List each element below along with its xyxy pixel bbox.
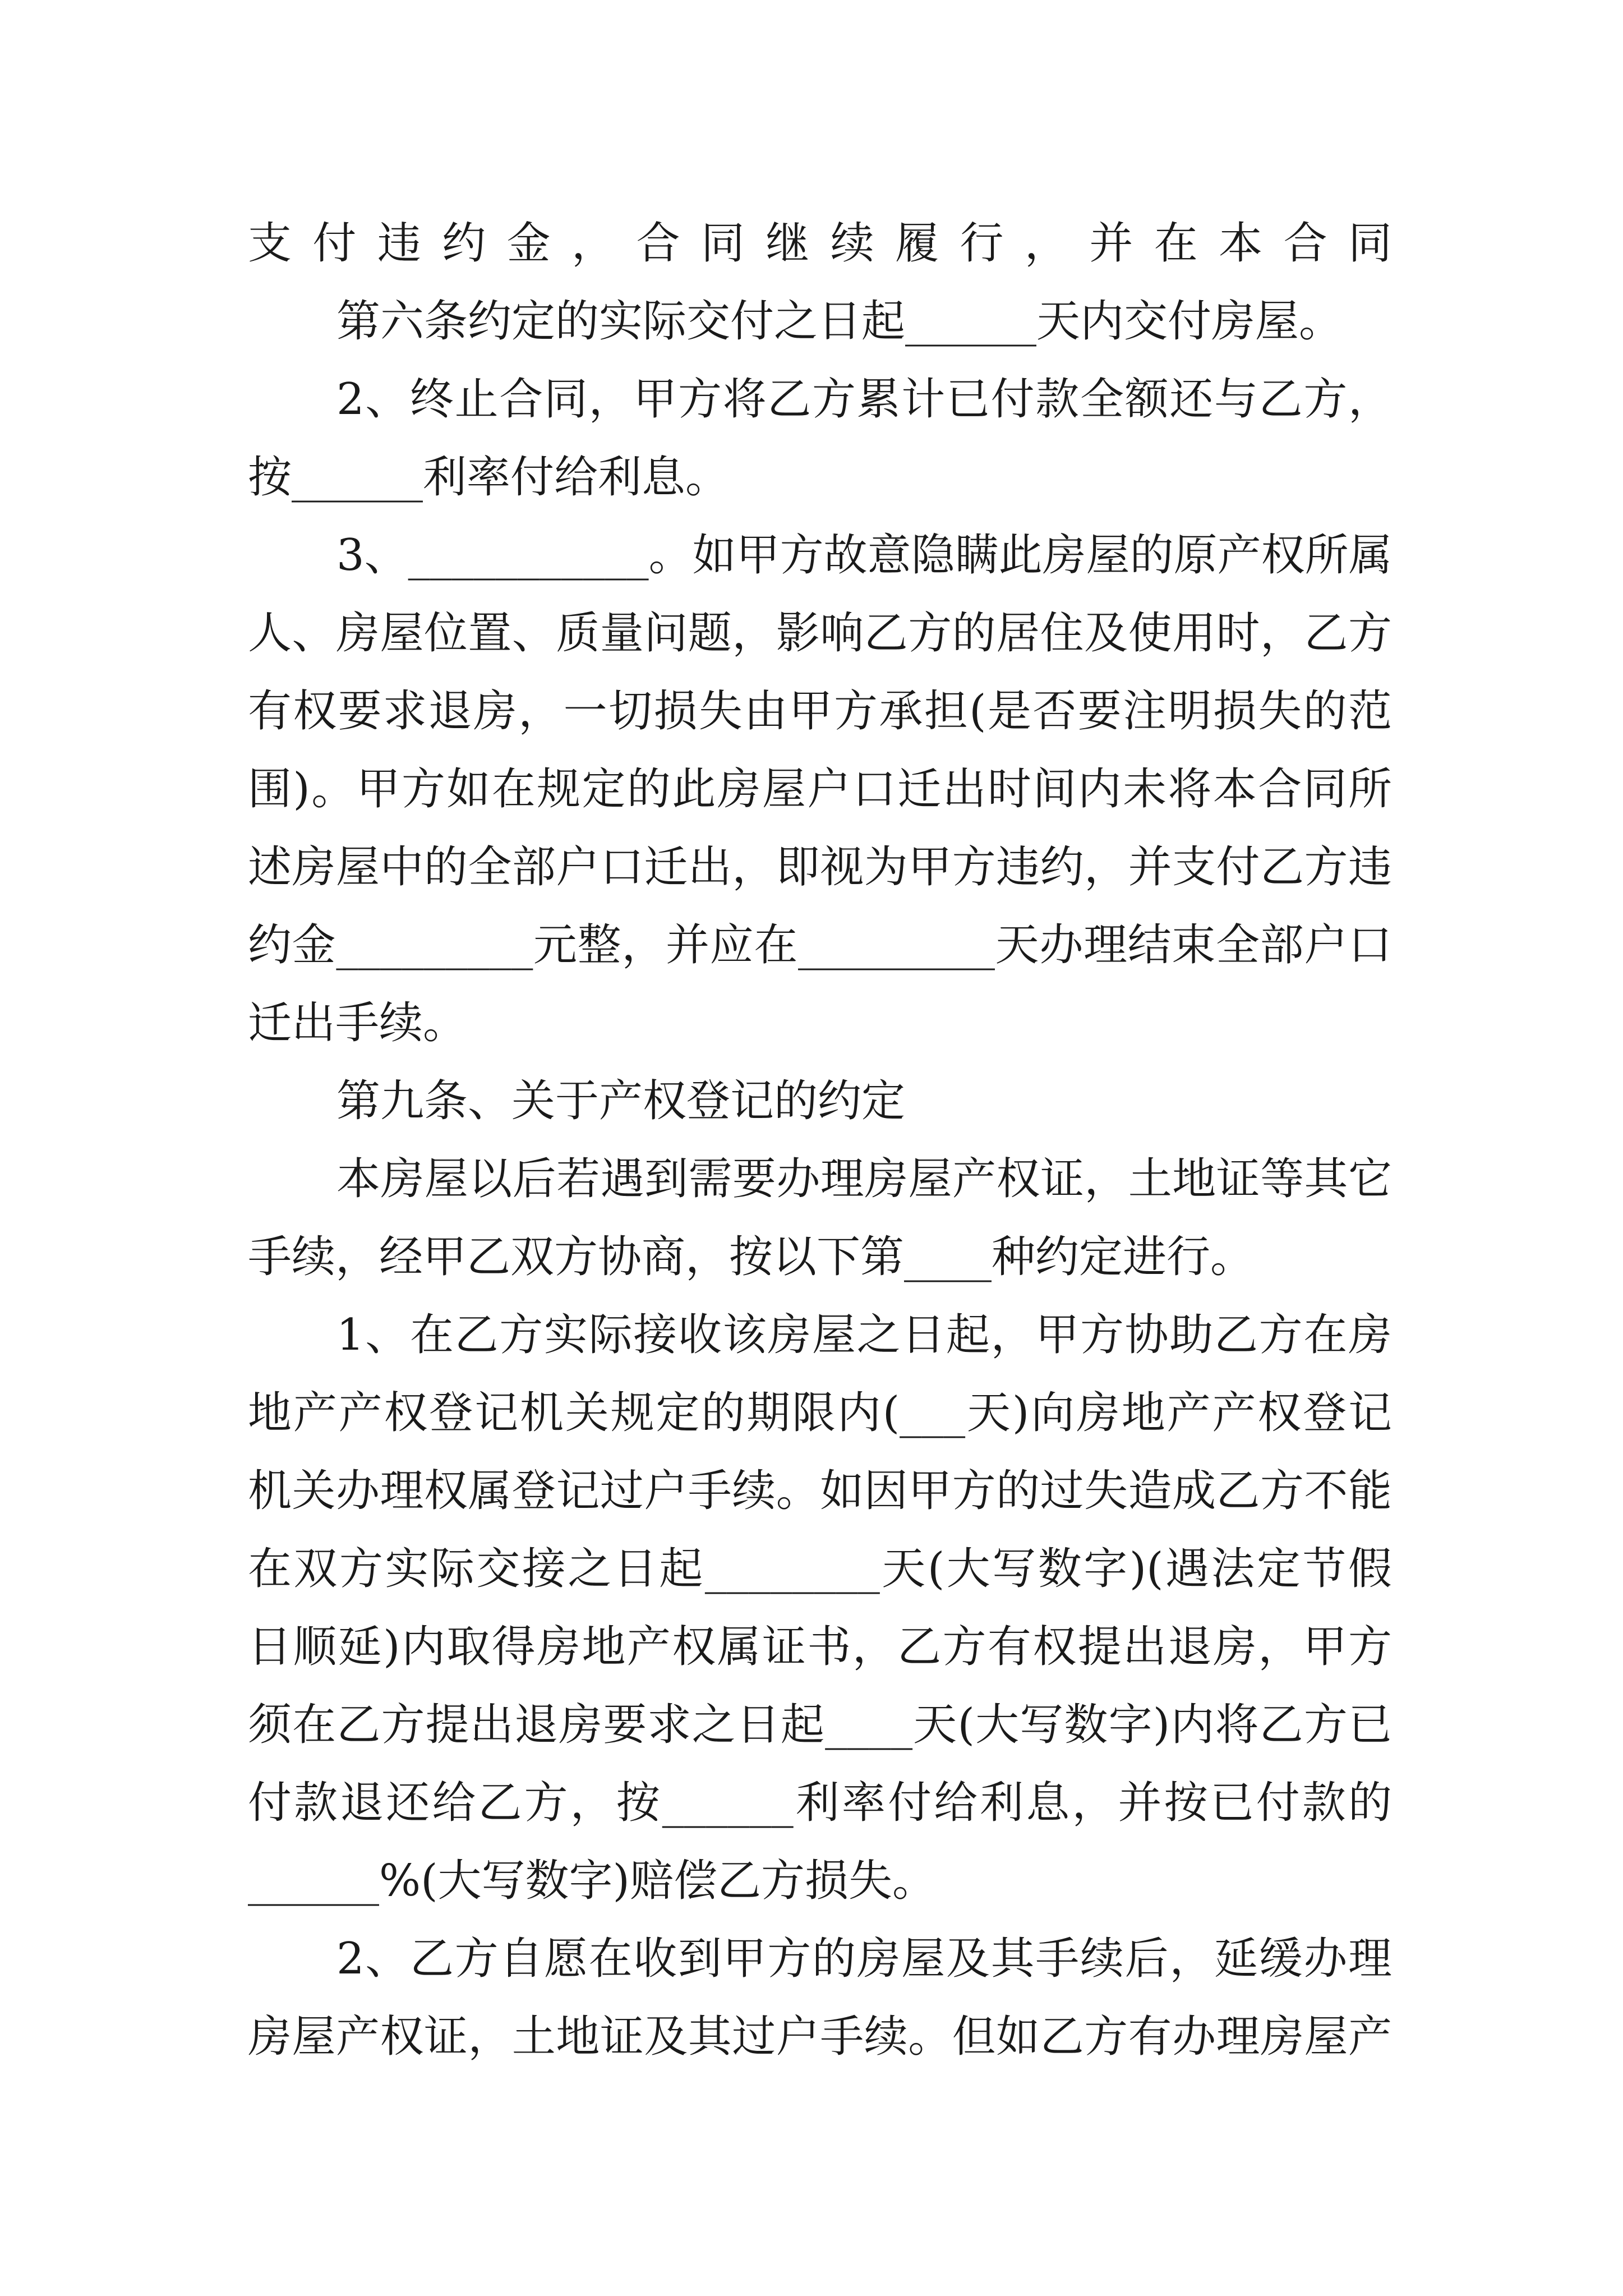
text-line-1: 支付违约金，合同继续履行，并在本合同 bbox=[248, 218, 1392, 269]
text-line-22: ______%(大写数字)赔偿乙方损失。 bbox=[248, 1856, 936, 1906]
text-line-10: 约金_________元整，并应在_________天办理结束全部户口 bbox=[248, 920, 1392, 970]
text-line-14: 手续，经甲乙双方协商，按以下第____种约定进行。 bbox=[248, 1232, 1255, 1282]
text-line-8: 围)。甲方如在规定的此房屋户口迁出时间内未将本合同所 bbox=[248, 764, 1392, 815]
text-line-3: 2、终止合同，甲方将乙方累计已付款全额还与乙方， bbox=[336, 374, 1392, 425]
text-line-20: 须在乙方提出退房要求之日起____天(大写数字)内将乙方已 bbox=[248, 1700, 1392, 1750]
text-line-7: 有权要求退房，一切损失由甲方承担(是否要注明损失的范 bbox=[248, 686, 1392, 737]
text-line-24: 房屋产权证，土地证及其过户手续。但如乙方有办理房屋产 bbox=[248, 2012, 1392, 2062]
text-line-9: 述房屋中的全部户口迁出，即视为甲方违约，并支付乙方违 bbox=[248, 842, 1392, 892]
text-line-21: 付款退还给乙方，按______利率付给利息，并按已付款的 bbox=[248, 1778, 1392, 1828]
section-heading: 第九条、关于产权登记的约定 bbox=[336, 1076, 906, 1126]
text-line-18: 在双方实际交接之日起________天(大写数字)(遇法定节假 bbox=[248, 1544, 1392, 1594]
text-line-4: 按______利率付给利息。 bbox=[248, 452, 730, 503]
text-line-19: 日顺延)内取得房地产权属证书，乙方有权提出退房，甲方 bbox=[248, 1622, 1392, 1672]
text-line-13: 本房屋以后若遇到需要办理房屋产权证，土地证等其它 bbox=[336, 1154, 1392, 1204]
text-line-15: 1、在乙方实际接收该房屋之日起，甲方协助乙方在房 bbox=[336, 1310, 1392, 1360]
text-line-5: 3、___________。如甲方故意隐瞒此房屋的原产权所属 bbox=[336, 530, 1393, 581]
text-line-6: 人、房屋位置、质量问题，影响乙方的居住及使用时，乙方 bbox=[248, 608, 1392, 659]
text-line-23: 2、乙方自愿在收到甲方的房屋及其手续后，延缓办理 bbox=[336, 1934, 1392, 1984]
text-line-16: 地产产权登记机关规定的期限内(___天)向房地产产权登记 bbox=[248, 1388, 1392, 1438]
text-line-17: 机关办理权属登记过户手续。如因甲方的过失造成乙方不能 bbox=[248, 1466, 1392, 1516]
text-line-11: 迁出手续。 bbox=[248, 998, 467, 1048]
text-line-2: 第六条约定的实际交付之日起______天内交付房屋。 bbox=[336, 296, 1343, 347]
